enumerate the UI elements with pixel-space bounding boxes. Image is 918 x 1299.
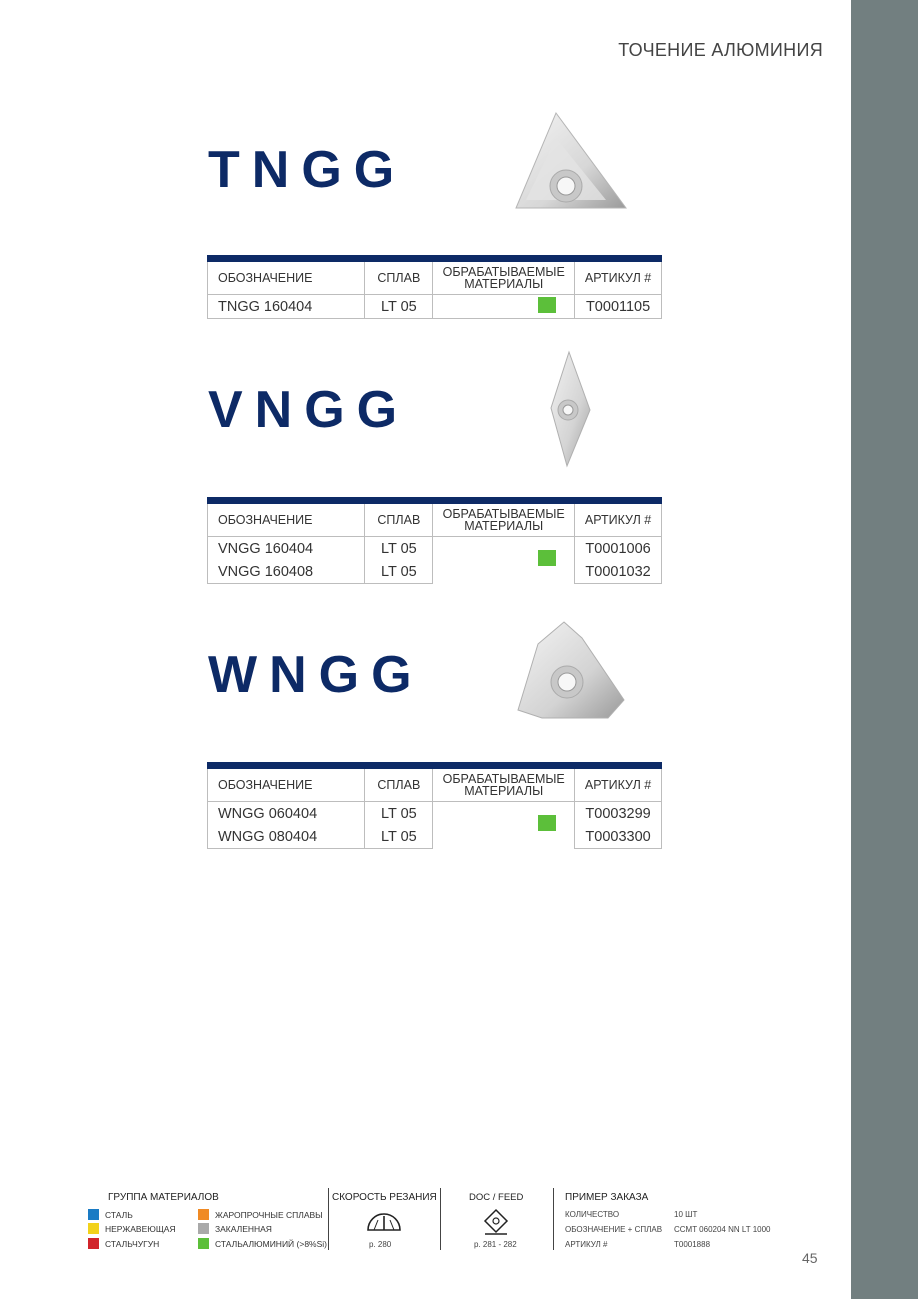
column-header-designation: ОБОЗНАЧЕНИЕ: [208, 259, 365, 295]
footer-divider: [328, 1188, 329, 1250]
aluminium-swatch: [198, 1238, 209, 1249]
stainless-swatch: [88, 1223, 99, 1234]
product-title-tngg: TNGG: [208, 141, 407, 199]
column-header-designation: ОБОЗНАЧЕНИЕ: [208, 766, 365, 802]
cutting-speed-title: СКОРОСТЬ РЕЗАНИЯ: [332, 1192, 437, 1203]
column-header-materials: ОБРАБАТЫВАЕМЫЕ МАТЕРИАЛЫ: [433, 259, 575, 295]
column-header-grade: СПЛАВ: [365, 501, 433, 537]
legend-item-cast-iron: [88, 1238, 159, 1249]
steel-swatch: [88, 1209, 99, 1220]
column-header-article: АРТИКУЛ #: [575, 259, 662, 295]
legend-item-aluminium: [198, 1238, 327, 1249]
column-header-designation: ОБОЗНАЧЕНИЕ: [208, 501, 365, 537]
page-sidebar-band: [851, 0, 918, 1299]
product-title-vngg: VNGG: [208, 381, 410, 439]
legend-label: НЕРЖАВЕЮЩАЯ: [105, 1223, 176, 1234]
legend-item-stainless: [88, 1223, 176, 1234]
order-value-quantity: 10 ШТ: [674, 1210, 698, 1219]
legend-item-heat-resistant: [198, 1209, 323, 1220]
grade-cell: LT 05: [365, 295, 433, 319]
designation-cell: VNGG 160408: [208, 560, 365, 584]
material-groups-title: ГРУППА МАТЕРИАЛОВ: [108, 1192, 219, 1203]
page-title: ТОЧЕНИЕ АЛЮМИНИЯ: [618, 40, 823, 60]
designation-cell: TNGG 160404: [208, 295, 365, 319]
footer-divider: [440, 1188, 441, 1250]
grade-cell: LT 05: [365, 560, 433, 584]
column-header-article: АРТИКУЛ #: [575, 501, 662, 537]
materials-cell: [433, 537, 575, 584]
doc-feed-page: p. 281 - 282: [474, 1240, 517, 1249]
tngg-insert-image: [508, 108, 633, 218]
order-label-quantity: КОЛИЧЕСТВО: [565, 1210, 620, 1219]
vngg-insert-image: [545, 348, 595, 470]
order-example-title: ПРИМЕР ЗАКАЗА: [565, 1192, 649, 1203]
article-cell: T0003299: [575, 802, 662, 826]
materials-cell: [433, 802, 575, 849]
designation-cell: VNGG 160404: [208, 537, 365, 561]
legend-label: ЗАКАЛЕННАЯ: [215, 1223, 272, 1234]
legend-label: СТАЛЬАЛЮМИНИЙ (>8%Si): [215, 1238, 327, 1249]
article-cell: T0001032: [575, 560, 662, 584]
hardened-swatch: [198, 1223, 209, 1234]
designation-cell: WNGG 080404: [208, 825, 365, 849]
insert-depth-icon: [483, 1208, 509, 1236]
wngg-insert-image: [512, 618, 632, 723]
legend-item-steel: [88, 1209, 133, 1220]
vngg-spec-table: [207, 497, 662, 584]
legend-label: СТАЛЬ: [105, 1209, 133, 1220]
article-cell: T0003300: [575, 825, 662, 849]
cutting-speed-page: p. 280: [369, 1240, 392, 1249]
product-title-wngg: WNGG: [208, 646, 424, 704]
wngg-spec-table: [207, 762, 662, 849]
order-label-designation: ОБОЗНАЧЕНИЕ + СПЛАВ: [565, 1225, 663, 1234]
order-label-article: АРТИКУЛ #: [565, 1240, 608, 1249]
order-value-article: T0001888: [674, 1240, 711, 1249]
column-header-grade: СПЛАВ: [365, 766, 433, 802]
column-header-grade: СПЛАВ: [365, 259, 433, 295]
article-cell: T0001006: [575, 537, 662, 561]
article-cell: T0001105: [575, 295, 662, 319]
aluminium-material-swatch: [538, 815, 556, 831]
table-row: [208, 802, 662, 826]
materials-cell: [433, 295, 575, 319]
column-header-article: АРТИКУЛ #: [575, 766, 662, 802]
order-value-designation: CCMT 060204 NN LT 1000: [674, 1225, 771, 1234]
designation-cell: WNGG 060404: [208, 802, 365, 826]
column-header-materials: ОБРАБАТЫВАЕМЫЕ МАТЕРИАЛЫ: [433, 501, 575, 537]
speedometer-icon: [366, 1210, 402, 1232]
grade-cell: LT 05: [365, 802, 433, 826]
cast-iron-swatch: [88, 1238, 99, 1249]
aluminium-material-swatch: [538, 550, 556, 566]
heat-resistant-swatch: [198, 1209, 209, 1220]
tngg-spec-table: [207, 255, 662, 319]
page-footer: [88, 1188, 788, 1258]
legend-label: СТАЛЬЧУГУН: [105, 1238, 160, 1249]
column-header-materials: ОБРАБАТЫВАЕМЫЕ МАТЕРИАЛЫ: [433, 766, 575, 802]
table-row: [208, 537, 662, 561]
footer-divider: [553, 1188, 554, 1250]
legend-label: ЖАРОПРОЧНЫЕ СПЛАВЫ: [215, 1209, 323, 1220]
table-row: [208, 295, 662, 319]
page-number: 45: [802, 1250, 818, 1266]
grade-cell: LT 05: [365, 825, 433, 849]
aluminium-material-swatch: [538, 297, 556, 313]
legend-item-hardened: [198, 1223, 272, 1234]
grade-cell: LT 05: [365, 537, 433, 561]
doc-feed-title: DOC / FEED: [469, 1192, 524, 1203]
